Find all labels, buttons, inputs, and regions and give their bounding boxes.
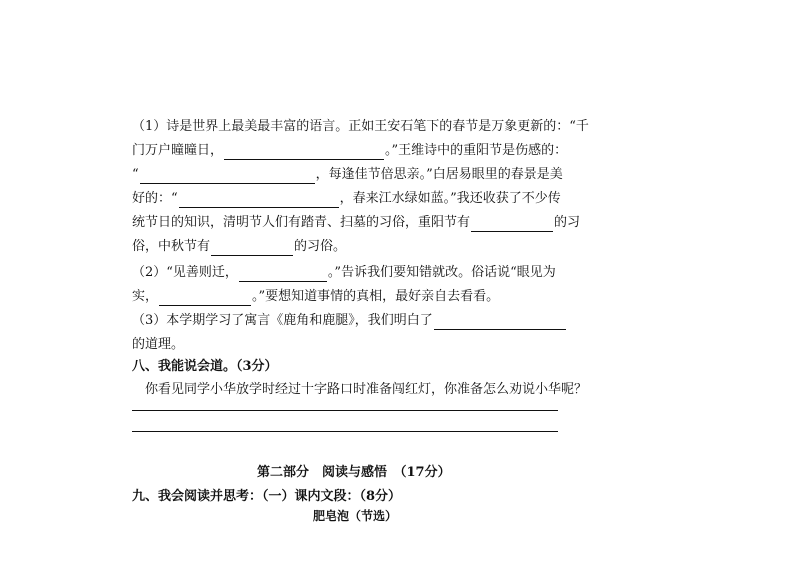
answer-line[interactable]	[132, 410, 558, 411]
answer-blank[interactable]	[224, 145, 384, 160]
answer-blank[interactable]	[140, 169, 315, 184]
q7-p2-line2: 实， 。”要想知道事情的真相，最好亲自去看看。	[132, 289, 500, 304]
answer-blank[interactable]	[211, 241, 293, 256]
q7-p1-line4: 好的：“ ，春来江水绿如蓝。”我还收获了不少传	[132, 191, 561, 206]
q7-p2-line1: （2）“见善则迁， 。”告诉我们要知错就改。俗话说“眼见为	[132, 265, 556, 280]
answer-blank[interactable]	[434, 315, 566, 330]
q7-p1-line6: 俗，中秋节有 的习俗。	[132, 239, 347, 254]
answer-line[interactable]	[132, 431, 558, 432]
q7-p3-line2: 的道理。	[132, 337, 185, 352]
q7-p1-line1: （1）诗是世界上最美最丰富的语言。正如王安石笔下的春节是万象更新的：“千	[132, 119, 589, 134]
answer-blank[interactable]	[159, 291, 251, 306]
passage-title: 肥皂泡（节选）	[313, 509, 398, 523]
q8-heading: 八、我能说会道。（3分）	[132, 359, 278, 374]
answer-blank[interactable]	[239, 267, 327, 282]
q7-p1-line2: 门万户曈曈日， 。”王维诗中的重阳节是伤感的：	[132, 143, 568, 158]
q8-question: 你看见同学小华放学时经过十字路口时准备闯红灯，你准备怎么劝说小华呢？	[145, 382, 588, 397]
q7-p1-line3: “ ，每逢佳节倍思亲。”白居易眼里的春景是美	[132, 167, 563, 182]
q7-p1-line5: 统节日的知识，清明节人们有踏青、扫墓的习俗，重阳节有 的习	[132, 215, 581, 230]
answer-blank[interactable]	[179, 193, 339, 208]
answer-blank[interactable]	[471, 217, 553, 232]
q7-p3-line1: （3）本学期学习了寓言《鹿角和鹿腿》，我们明白了	[132, 312, 562, 330]
part2-title: 第二部分 阅读与感悟 （17分）	[257, 465, 451, 480]
q9-heading: 九、我会阅读并思考：（一）课内文段：（8分）	[132, 489, 402, 504]
